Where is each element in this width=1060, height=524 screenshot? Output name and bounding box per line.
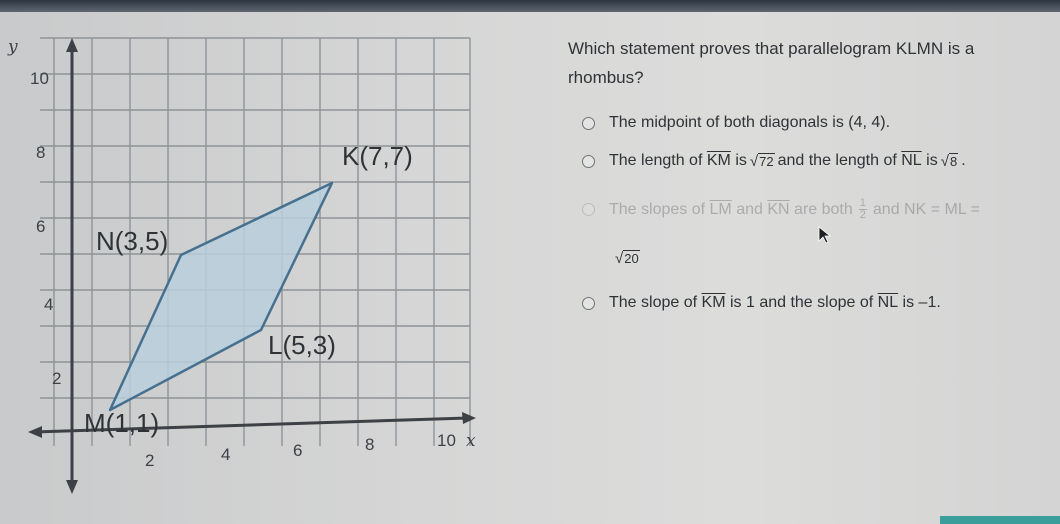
y-tick-2: 2 [52, 369, 62, 388]
radio-button-icon[interactable] [582, 203, 595, 216]
segment-km: $\overline{KM}$ [706, 152, 731, 169]
segment-nl-2: $\overline{NL}$ [877, 294, 899, 311]
y-axis-letter: y [8, 37, 18, 57]
x-axis-letter: x [466, 431, 476, 451]
option-midpoint[interactable] [582, 114, 890, 132]
option-lengths-prefix: The length of [609, 152, 703, 169]
option-lengths[interactable] [582, 152, 966, 170]
option-slopes-half-end: and NK = ML = [872, 200, 980, 218]
x-tick-4: 4 [221, 445, 231, 464]
radio-button-icon[interactable] [582, 155, 595, 168]
radio-button-icon[interactable] [582, 117, 595, 130]
sqrt-72: √ 72 [749, 152, 774, 170]
y-tick-4: 4 [44, 295, 54, 314]
option-slopes-half[interactable] [582, 198, 980, 221]
option-lengths-middle: and the length of [777, 152, 897, 169]
sqrt-20-continuation: √ 20 [615, 250, 639, 267]
parallelogram-klmn [110, 183, 332, 410]
segment-nl: $\overline{NL}$ [901, 152, 922, 169]
option-lengths-is-2: is [926, 152, 938, 169]
question-text: Which statement proves that parallelogram KLMN is a rhombus? [568, 39, 975, 87]
point-n-label: N(3,5) [96, 226, 169, 256]
radio-button-icon[interactable] [582, 297, 595, 310]
option-slopes-prefix: The slope of [609, 294, 698, 311]
segment-kn: $\overline{KN}$ [767, 200, 790, 218]
x-tick-10: 10 [437, 431, 456, 450]
y-tick-8: 8 [36, 143, 46, 162]
option-slopes-end: is –1. [902, 294, 941, 311]
y-tick-10: 10 [30, 69, 49, 88]
option-slopes-half-prefix: The slopes of [609, 200, 706, 218]
point-m-label: M(1,1) [84, 408, 160, 438]
sqrt-8: √ 8 [940, 152, 958, 170]
x-tick-2: 2 [145, 451, 155, 470]
option-lengths-period: . [961, 152, 966, 169]
option-slopes-half-middle: are both [794, 200, 853, 218]
bottom-accent-bar [940, 516, 1060, 524]
x-tick-8: 8 [365, 435, 375, 454]
fraction-one-half: $\frac{1}{2}$ [859, 197, 866, 221]
option-midpoint-text: The midpoint of both diagonals is (4, 4). [609, 114, 891, 131]
mouse-pointer-icon [818, 226, 832, 244]
point-l-label: L(5,3) [268, 330, 336, 360]
y-tick-6: 6 [36, 217, 46, 236]
x-axis-labels [145, 431, 476, 470]
option-slopes[interactable] [582, 294, 941, 312]
y-axis-labels [7, 37, 61, 388]
point-k-label: K(7,7) [342, 141, 413, 171]
segment-lm: $\overline{LM}$ [709, 200, 732, 218]
option-slopes-middle: is 1 and the slope of [729, 294, 874, 311]
x-tick-6: 6 [293, 441, 303, 460]
option-slopes-half-and: and [736, 200, 763, 218]
option-lengths-is: is [735, 152, 747, 169]
segment-km-2: $\overline{KM}$ [701, 294, 726, 311]
